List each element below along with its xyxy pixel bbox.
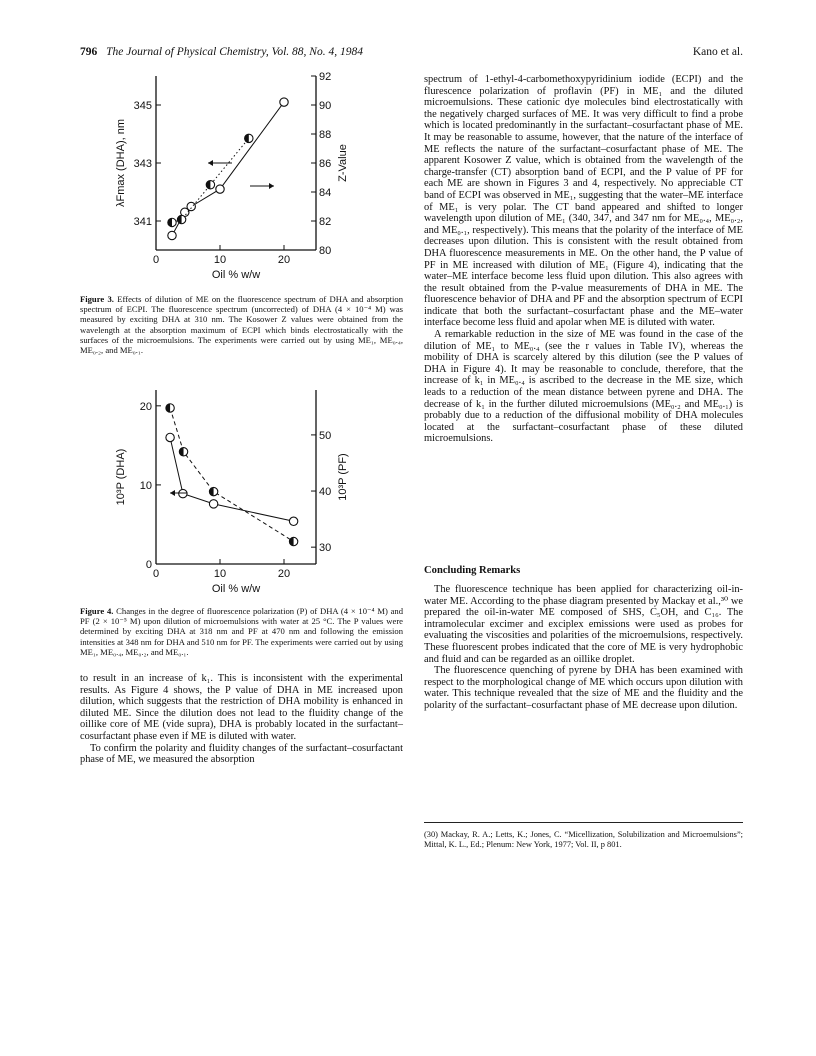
paragraph: spectrum of 1-ethyl-4-carbomethoxypyridinium iodide (ECPI) and the flurescence polarization of proflavin (PF) in ME₁ and the diluted microemulsions. These cationic dye molecules bind electrostatically with the negatively charged surfaces of ME. It was very difficult to find a probe which is located predominantly in the surfactant–cosurfactant phase of ME. It may be reasonable to assume, however, that the nature of the interface of ME reflects the nature of the surfactant–cosurfactant phase of ME. The apparent Kosower Z value, which is obtained from the wavelength of the charge-transfer (CT) absorption band of ECPI, and the P value of PF for each ME are shown in Figures 3 and 4, respectively. No appreciable CT band of ECPI was observed in ME₁, suggesting that the water–ME interface of ME₁ is very polar. The CT band appeared and shifted to longer wavelength upon dilution of ME₁ (340, 347, and 347 nm for ME₀.₄, ME₀.₂, and ME₀.₁, respectively). This means that the polarity of the interface of ME decreases upon dilution. This is consistent with the result obtained from DHA fluorescence measurements in ME. On the other hand, the P value of PF in ME increased with dilution of ME₁ (Figure 4), indicating that the water–ME interface become less fluid upon dilution. This also agrees with the result obtained from the P-value measurements of DHA in ME. The fluorescence behavior of DHA and PF and the absorption spectrum of ECPI indicate that both the surfactant–cosurfactant phase and the ME–water interface become less fluid and apolar when ME is diluted with water. [424,74,743,329]
figure-3-caption [80,294,403,355]
y-right-axis-label: Z-Value [337,144,349,182]
y-left-tick-label: 345 [133,100,152,112]
figure-3-label: Figure 3. [80,294,114,304]
data-point [166,433,174,441]
data-point [280,98,288,106]
data-point [289,517,297,525]
x-axis-label: Oil % w/w [211,583,261,595]
y-right-tick-label: 90 [319,100,332,112]
x-tick-label: 0 [152,254,160,266]
y-right-tick-label: 40 [319,486,332,499]
data-point [209,500,217,508]
y-right-tick-label: 80 [319,245,332,257]
y-right-tick-label: 50 [319,429,332,442]
paragraph: to result in an increase of k₁. This is inconsistent with the experimental results. As Figure 4 shows, the P value of DHA in ME increased upon dilution, which suggests that the restriction of DHA mobility is enhanced in diluted ME. Since the dilution does not lead to the fluidity change of the oillike core of ME (vide supra), DHA is probably located in the surfactant–cosurfactant phase even if ME is diluted with water. [80,673,403,742]
paragraph: The fluorescence quenching of pyrene by DHA has been examined with respect to the morphological change of ME which occurs upon dilution with water. This technique revealed that the size of ME and the fluidity and the polarity of the surfactant–cosurfactant phase of ME decrease upon dilution. [424,665,743,711]
figure-4-chart [80,380,400,602]
x-tick-label: 10 [213,254,227,266]
y-right-tick-label: 84 [319,187,332,199]
y-right-tick-label: 30 [319,542,332,555]
data-point [168,231,176,239]
series-line [170,438,294,522]
running-header [80,46,743,62]
right-column-conclusions [424,584,743,712]
y-left-axis-label: λFmax (DHA), nm [115,119,127,207]
y-right-tick-label: 86 [319,158,332,170]
x-tick-label: 10 [213,568,227,580]
y-left-tick-label: 10 [139,479,152,492]
author-running-head: Kano et al. [692,46,743,58]
footnote: (30) Mackay, R. A.; Letts, K.; Jones, C. “Micellization, Solubilization and Microemulsions”; Mittal, K. L., Ed.; Plenum: New York, 1977; Vol. II, p 801. [424,830,743,849]
figure-3-caption-text: Effects of dilution of ME on the fluorescence spectrum of DHA and absorption spectrum of ECPI. The fluorescence spectrum (uncorrected) of DHA (4 × 10⁻⁴ M) was measured by exciting DHA at 310 nm. The Kosower Z values were obtained from the wavelength at the absorption maximum of ECPI which binds electrostatically with the surfaces of the microemulsions. The experiments were carried out by using ME₁, ME₀.₄, ME₀.₂, and ME₀.₁. [80,294,403,356]
y-left-tick-label: 20 [139,400,152,413]
paragraph: To confirm the polarity and fluidity changes of the surfactant–cosurfactant phase of ME, we measured the absorption [80,742,403,766]
left-column-text [80,673,403,766]
page-number: 796 [80,46,98,58]
y-left-tick-label: 343 [133,158,152,170]
data-point [187,202,195,210]
series-line [172,102,284,235]
right-column-text [424,74,743,445]
figure-4-label: Figure 4. [80,606,114,616]
axis-arrowhead [208,160,213,166]
x-tick-label: 20 [277,568,291,580]
figure-3 [80,66,400,288]
figure-3-chart [80,66,400,288]
figure-4-caption [80,606,403,657]
footnote-rule [424,822,743,823]
axis-arrowhead [170,490,175,496]
y-left-axis-label: 10³P (DHA) [115,448,127,506]
y-right-tick-label: 92 [319,71,332,83]
paragraph: A remarkable reduction in the size of ME was found in the case of the dilution of ME₁ to ME₀.₄ (see the r values in Table IV), whereas the mobility of DHA is scarcely altered by this dilution (see the P values of DHA in Figure 4). It may be reasonable to conclude, therefore, that the increase of k₁ in ME₀.₄ is ascribed to the decrease in the ME size, which leads to a reduction of the mean distance between pyrene and DHA. The decrease of k₁ in the further diluted microemulsions (ME₀.₂ and ME₀.₁) is probably due to a reduction of the diffusional mobility of DHA molecules located at the surfactant–cosurfactant phase of these diluted microemulsions. [424,329,743,445]
paragraph: The fluorescence technique has been applied for characterizing oil-in-water ME. According to the phase diagram presented by Mackay et al.,³⁰ we prepared the oil-in-water ME composed of SHS, C₅OH, and C₁₆. The intramolecular excimer and exciplex emissions were used as probes for evaluating the viscosities and polarities of the microemulsions, respectively. These fluorescent probes indicated that the core of ME is very hydrophobic and fluid and can be regarded as an oillike droplet. [424,584,743,665]
y-left-tick-label: 0 [145,559,152,571]
x-axis-label: Oil % w/w [211,269,261,281]
y-right-tick-label: 82 [319,216,332,228]
y-left-tick-label: 341 [133,216,152,228]
figure-4-caption-text: Changes in the degree of fluorescence polarization (P) of DHA (4 × 10⁻⁴ M) and PF (2 × 10⁻⁵ M) upon dilution of microemulsions with water at 25 °C. The P values were determined by exciting DHA at 318 nm and PF at 470 nm and following the emission intensities at 348 nm for DHA and 510 nm for PF. The experiments were carried out by using ME₁, ME₀.₄, ME₀.₂, and ME₀.₁. [80,606,403,657]
journal-title: The Journal of Physical Chemistry, Vol. 88, No. 4, 1984 [106,46,363,58]
y-right-axis-label: 10³P (PF) [337,453,349,501]
data-point [216,185,224,193]
y-right-tick-label: 88 [319,129,332,141]
series-line [170,408,294,542]
figure-4 [80,380,400,602]
section-heading: Concluding Remarks [424,565,521,576]
axis-arrowhead [269,183,274,189]
data-point [179,489,187,497]
x-tick-label: 0 [152,568,160,580]
x-tick-label: 20 [277,254,291,266]
